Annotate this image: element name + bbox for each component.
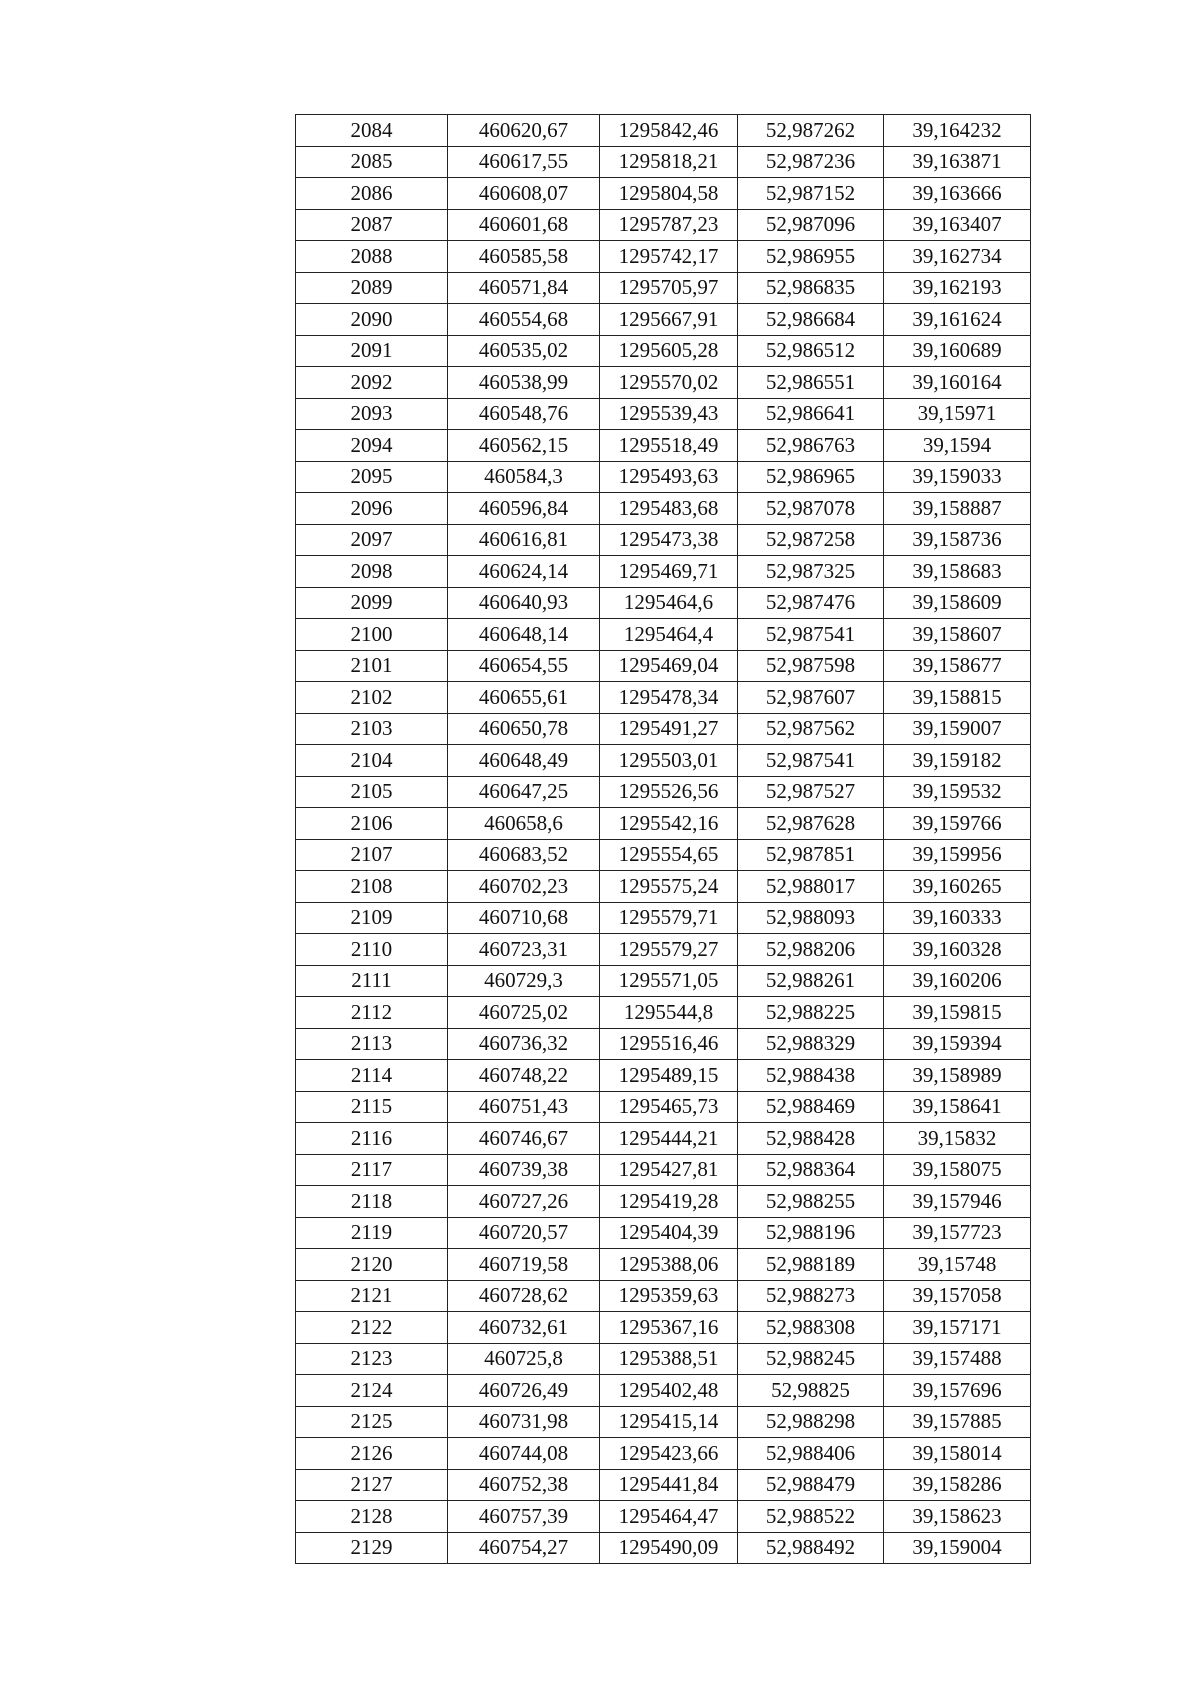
latitude-cell: 52,986955 <box>738 241 884 273</box>
point-number-cell: 2105 <box>296 776 448 808</box>
table-row <box>296 965 1031 997</box>
point-number-cell: 2103 <box>296 713 448 745</box>
latitude-cell: 52,988469 <box>738 1091 884 1123</box>
latitude-cell: 52,987096 <box>738 209 884 241</box>
point-number-cell: 2128 <box>296 1501 448 1533</box>
point-number-cell: 2129 <box>296 1532 448 1564</box>
point-number-cell: 2100 <box>296 619 448 651</box>
latitude-cell: 52,987258 <box>738 524 884 556</box>
point-number-cell: 2119 <box>296 1217 448 1249</box>
longitude-cell: 39,158641 <box>884 1091 1031 1123</box>
y-coordinate-cell: 1295518,49 <box>600 430 738 462</box>
longitude-cell: 39,157696 <box>884 1375 1031 1407</box>
y-coordinate-cell: 1295503,01 <box>600 745 738 777</box>
longitude-cell: 39,158286 <box>884 1469 1031 1501</box>
table-row <box>296 713 1031 745</box>
y-coordinate-cell: 1295667,91 <box>600 304 738 336</box>
x-coordinate-cell: 460648,14 <box>448 619 600 651</box>
x-coordinate-cell: 460640,93 <box>448 587 600 619</box>
point-number-cell: 2093 <box>296 398 448 430</box>
y-coordinate-cell: 1295490,09 <box>600 1532 738 1564</box>
latitude-cell: 52,988273 <box>738 1280 884 1312</box>
x-coordinate-cell: 460739,38 <box>448 1154 600 1186</box>
x-coordinate-cell: 460585,58 <box>448 241 600 273</box>
x-coordinate-cell: 460548,76 <box>448 398 600 430</box>
x-coordinate-cell: 460616,81 <box>448 524 600 556</box>
table-row <box>296 1375 1031 1407</box>
x-coordinate-cell: 460729,3 <box>448 965 600 997</box>
longitude-cell: 39,158607 <box>884 619 1031 651</box>
table-row <box>296 1406 1031 1438</box>
x-coordinate-cell: 460736,32 <box>448 1028 600 1060</box>
point-number-cell: 2097 <box>296 524 448 556</box>
longitude-cell: 39,159766 <box>884 808 1031 840</box>
longitude-cell: 39,162734 <box>884 241 1031 273</box>
y-coordinate-cell: 1295473,38 <box>600 524 738 556</box>
latitude-cell: 52,987325 <box>738 556 884 588</box>
table-row <box>296 902 1031 934</box>
y-coordinate-cell: 1295787,23 <box>600 209 738 241</box>
longitude-cell: 39,157058 <box>884 1280 1031 1312</box>
point-number-cell: 2123 <box>296 1343 448 1375</box>
x-coordinate-cell: 460554,68 <box>448 304 600 336</box>
x-coordinate-cell: 460728,62 <box>448 1280 600 1312</box>
point-number-cell: 2107 <box>296 839 448 871</box>
y-coordinate-cell: 1295804,58 <box>600 178 738 210</box>
y-coordinate-cell: 1295579,71 <box>600 902 738 934</box>
x-coordinate-cell: 460596,84 <box>448 493 600 525</box>
latitude-cell: 52,988017 <box>738 871 884 903</box>
point-number-cell: 2099 <box>296 587 448 619</box>
latitude-cell: 52,988206 <box>738 934 884 966</box>
point-number-cell: 2085 <box>296 146 448 178</box>
latitude-cell: 52,988245 <box>738 1343 884 1375</box>
point-number-cell: 2089 <box>296 272 448 304</box>
y-coordinate-cell: 1295469,71 <box>600 556 738 588</box>
x-coordinate-cell: 460535,02 <box>448 335 600 367</box>
point-number-cell: 2118 <box>296 1186 448 1218</box>
longitude-cell: 39,15971 <box>884 398 1031 430</box>
longitude-cell: 39,158736 <box>884 524 1031 556</box>
x-coordinate-cell: 460647,25 <box>448 776 600 808</box>
table-row <box>296 398 1031 430</box>
x-coordinate-cell: 460620,67 <box>448 115 600 147</box>
point-number-cell: 2108 <box>296 871 448 903</box>
point-number-cell: 2114 <box>296 1060 448 1092</box>
table-row <box>296 304 1031 336</box>
y-coordinate-cell: 1295491,27 <box>600 713 738 745</box>
y-coordinate-cell: 1295402,48 <box>600 1375 738 1407</box>
table-row <box>296 272 1031 304</box>
coordinates-table <box>295 114 1031 1564</box>
point-number-cell: 2115 <box>296 1091 448 1123</box>
table-row <box>296 209 1031 241</box>
x-coordinate-cell: 460731,98 <box>448 1406 600 1438</box>
y-coordinate-cell: 1295483,68 <box>600 493 738 525</box>
x-coordinate-cell: 460702,23 <box>448 871 600 903</box>
longitude-cell: 39,157946 <box>884 1186 1031 1218</box>
longitude-cell: 39,157171 <box>884 1312 1031 1344</box>
table-row <box>296 619 1031 651</box>
latitude-cell: 52,987152 <box>738 178 884 210</box>
point-number-cell: 2090 <box>296 304 448 336</box>
x-coordinate-cell: 460725,02 <box>448 997 600 1029</box>
latitude-cell: 52,987078 <box>738 493 884 525</box>
x-coordinate-cell: 460650,78 <box>448 713 600 745</box>
table-row <box>296 1154 1031 1186</box>
longitude-cell: 39,159004 <box>884 1532 1031 1564</box>
table-row <box>296 241 1031 273</box>
latitude-cell: 52,986684 <box>738 304 884 336</box>
table-row <box>296 1532 1031 1564</box>
x-coordinate-cell: 460538,99 <box>448 367 600 399</box>
longitude-cell: 39,159815 <box>884 997 1031 1029</box>
longitude-cell: 39,15748 <box>884 1249 1031 1281</box>
table-row <box>296 1249 1031 1281</box>
longitude-cell: 39,158623 <box>884 1501 1031 1533</box>
latitude-cell: 52,986763 <box>738 430 884 462</box>
x-coordinate-cell: 460748,22 <box>448 1060 600 1092</box>
y-coordinate-cell: 1295579,27 <box>600 934 738 966</box>
x-coordinate-cell: 460658,6 <box>448 808 600 840</box>
x-coordinate-cell: 460754,27 <box>448 1532 600 1564</box>
latitude-cell: 52,987541 <box>738 745 884 777</box>
y-coordinate-cell: 1295427,81 <box>600 1154 738 1186</box>
longitude-cell: 39,162193 <box>884 272 1031 304</box>
y-coordinate-cell: 1295478,34 <box>600 682 738 714</box>
x-coordinate-cell: 460732,61 <box>448 1312 600 1344</box>
longitude-cell: 39,159033 <box>884 461 1031 493</box>
latitude-cell: 52,988308 <box>738 1312 884 1344</box>
longitude-cell: 39,15832 <box>884 1123 1031 1155</box>
latitude-cell: 52,987851 <box>738 839 884 871</box>
longitude-cell: 39,160328 <box>884 934 1031 966</box>
latitude-cell: 52,986551 <box>738 367 884 399</box>
point-number-cell: 2094 <box>296 430 448 462</box>
y-coordinate-cell: 1295469,04 <box>600 650 738 682</box>
y-coordinate-cell: 1295539,43 <box>600 398 738 430</box>
table-row <box>296 146 1031 178</box>
point-number-cell: 2121 <box>296 1280 448 1312</box>
point-number-cell: 2101 <box>296 650 448 682</box>
latitude-cell: 52,988428 <box>738 1123 884 1155</box>
latitude-cell: 52,988438 <box>738 1060 884 1092</box>
x-coordinate-cell: 460727,26 <box>448 1186 600 1218</box>
y-coordinate-cell: 1295575,24 <box>600 871 738 903</box>
longitude-cell: 39,158887 <box>884 493 1031 525</box>
longitude-cell: 39,160164 <box>884 367 1031 399</box>
y-coordinate-cell: 1295367,16 <box>600 1312 738 1344</box>
longitude-cell: 39,157723 <box>884 1217 1031 1249</box>
y-coordinate-cell: 1295464,6 <box>600 587 738 619</box>
y-coordinate-cell: 1295542,16 <box>600 808 738 840</box>
table-row <box>296 1501 1031 1533</box>
longitude-cell: 39,159182 <box>884 745 1031 777</box>
point-number-cell: 2127 <box>296 1469 448 1501</box>
longitude-cell: 39,163871 <box>884 146 1031 178</box>
table-row <box>296 335 1031 367</box>
point-number-cell: 2109 <box>296 902 448 934</box>
table-row <box>296 776 1031 808</box>
point-number-cell: 2087 <box>296 209 448 241</box>
table-row <box>296 587 1031 619</box>
table-row <box>296 682 1031 714</box>
y-coordinate-cell: 1295423,66 <box>600 1438 738 1470</box>
longitude-cell: 39,157488 <box>884 1343 1031 1375</box>
y-coordinate-cell: 1295419,28 <box>600 1186 738 1218</box>
x-coordinate-cell: 460562,15 <box>448 430 600 462</box>
latitude-cell: 52,988522 <box>738 1501 884 1533</box>
y-coordinate-cell: 1295404,39 <box>600 1217 738 1249</box>
point-number-cell: 2126 <box>296 1438 448 1470</box>
point-number-cell: 2102 <box>296 682 448 714</box>
y-coordinate-cell: 1295570,02 <box>600 367 738 399</box>
y-coordinate-cell: 1295388,06 <box>600 1249 738 1281</box>
latitude-cell: 52,988492 <box>738 1532 884 1564</box>
longitude-cell: 39,1594 <box>884 430 1031 462</box>
latitude-cell: 52,987541 <box>738 619 884 651</box>
latitude-cell: 52,986641 <box>738 398 884 430</box>
latitude-cell: 52,986512 <box>738 335 884 367</box>
y-coordinate-cell: 1295465,73 <box>600 1091 738 1123</box>
latitude-cell: 52,988093 <box>738 902 884 934</box>
x-coordinate-cell: 460744,08 <box>448 1438 600 1470</box>
x-coordinate-cell: 460683,52 <box>448 839 600 871</box>
latitude-cell: 52,988189 <box>738 1249 884 1281</box>
point-number-cell: 2091 <box>296 335 448 367</box>
table-row <box>296 367 1031 399</box>
x-coordinate-cell: 460624,14 <box>448 556 600 588</box>
longitude-cell: 39,158683 <box>884 556 1031 588</box>
point-number-cell: 2113 <box>296 1028 448 1060</box>
y-coordinate-cell: 1295388,51 <box>600 1343 738 1375</box>
latitude-cell: 52,987562 <box>738 713 884 745</box>
table-row <box>296 650 1031 682</box>
table-row <box>296 524 1031 556</box>
point-number-cell: 2110 <box>296 934 448 966</box>
longitude-cell: 39,159394 <box>884 1028 1031 1060</box>
latitude-cell: 52,987628 <box>738 808 884 840</box>
longitude-cell: 39,158609 <box>884 587 1031 619</box>
x-coordinate-cell: 460584,3 <box>448 461 600 493</box>
longitude-cell: 39,163666 <box>884 178 1031 210</box>
x-coordinate-cell: 460654,55 <box>448 650 600 682</box>
table-row <box>296 745 1031 777</box>
x-coordinate-cell: 460617,55 <box>448 146 600 178</box>
table-row <box>296 178 1031 210</box>
x-coordinate-cell: 460710,68 <box>448 902 600 934</box>
latitude-cell: 52,988255 <box>738 1186 884 1218</box>
latitude-cell: 52,988406 <box>738 1438 884 1470</box>
y-coordinate-cell: 1295489,15 <box>600 1060 738 1092</box>
latitude-cell: 52,987607 <box>738 682 884 714</box>
longitude-cell: 39,159532 <box>884 776 1031 808</box>
point-number-cell: 2120 <box>296 1249 448 1281</box>
longitude-cell: 39,160265 <box>884 871 1031 903</box>
longitude-cell: 39,164232 <box>884 115 1031 147</box>
table-row <box>296 461 1031 493</box>
x-coordinate-cell: 460725,8 <box>448 1343 600 1375</box>
table-row <box>296 871 1031 903</box>
x-coordinate-cell: 460752,38 <box>448 1469 600 1501</box>
table-row <box>296 1028 1031 1060</box>
table-row <box>296 1091 1031 1123</box>
x-coordinate-cell: 460723,31 <box>448 934 600 966</box>
table-row <box>296 115 1031 147</box>
y-coordinate-cell: 1295705,97 <box>600 272 738 304</box>
latitude-cell: 52,988298 <box>738 1406 884 1438</box>
x-coordinate-cell: 460608,07 <box>448 178 600 210</box>
longitude-cell: 39,158075 <box>884 1154 1031 1186</box>
y-coordinate-cell: 1295554,65 <box>600 839 738 871</box>
table-row <box>296 1312 1031 1344</box>
x-coordinate-cell: 460751,43 <box>448 1091 600 1123</box>
latitude-cell: 52,986965 <box>738 461 884 493</box>
longitude-cell: 39,159956 <box>884 839 1031 871</box>
y-coordinate-cell: 1295526,56 <box>600 776 738 808</box>
latitude-cell: 52,988364 <box>738 1154 884 1186</box>
point-number-cell: 2104 <box>296 745 448 777</box>
x-coordinate-cell: 460746,67 <box>448 1123 600 1155</box>
x-coordinate-cell: 460720,57 <box>448 1217 600 1249</box>
table-row <box>296 934 1031 966</box>
longitude-cell: 39,157885 <box>884 1406 1031 1438</box>
table-row <box>296 997 1031 1029</box>
table-row <box>296 493 1031 525</box>
longitude-cell: 39,163407 <box>884 209 1031 241</box>
latitude-cell: 52,988479 <box>738 1469 884 1501</box>
table-row <box>296 430 1031 462</box>
y-coordinate-cell: 1295742,17 <box>600 241 738 273</box>
longitude-cell: 39,158677 <box>884 650 1031 682</box>
table-row <box>296 1123 1031 1155</box>
longitude-cell: 39,160689 <box>884 335 1031 367</box>
y-coordinate-cell: 1295359,63 <box>600 1280 738 1312</box>
point-number-cell: 2124 <box>296 1375 448 1407</box>
point-number-cell: 2088 <box>296 241 448 273</box>
point-number-cell: 2084 <box>296 115 448 147</box>
point-number-cell: 2116 <box>296 1123 448 1155</box>
latitude-cell: 52,987262 <box>738 115 884 147</box>
y-coordinate-cell: 1295605,28 <box>600 335 738 367</box>
table-row <box>296 1280 1031 1312</box>
table-row <box>296 1217 1031 1249</box>
latitude-cell: 52,986835 <box>738 272 884 304</box>
longitude-cell: 39,158815 <box>884 682 1031 714</box>
latitude-cell: 52,988261 <box>738 965 884 997</box>
y-coordinate-cell: 1295493,63 <box>600 461 738 493</box>
longitude-cell: 39,158014 <box>884 1438 1031 1470</box>
table-row <box>296 1343 1031 1375</box>
point-number-cell: 2122 <box>296 1312 448 1344</box>
x-coordinate-cell: 460655,61 <box>448 682 600 714</box>
point-number-cell: 2096 <box>296 493 448 525</box>
latitude-cell: 52,987527 <box>738 776 884 808</box>
y-coordinate-cell: 1295464,4 <box>600 619 738 651</box>
table-row <box>296 1060 1031 1092</box>
table-row <box>296 1438 1031 1470</box>
latitude-cell: 52,98825 <box>738 1375 884 1407</box>
y-coordinate-cell: 1295444,21 <box>600 1123 738 1155</box>
longitude-cell: 39,160333 <box>884 902 1031 934</box>
table-row <box>296 1469 1031 1501</box>
latitude-cell: 52,987236 <box>738 146 884 178</box>
point-number-cell: 2098 <box>296 556 448 588</box>
x-coordinate-cell: 460648,49 <box>448 745 600 777</box>
y-coordinate-cell: 1295441,84 <box>600 1469 738 1501</box>
x-coordinate-cell: 460757,39 <box>448 1501 600 1533</box>
coordinates-table-body <box>296 115 1031 1564</box>
longitude-cell: 39,161624 <box>884 304 1031 336</box>
y-coordinate-cell: 1295415,14 <box>600 1406 738 1438</box>
y-coordinate-cell: 1295516,46 <box>600 1028 738 1060</box>
point-number-cell: 2117 <box>296 1154 448 1186</box>
longitude-cell: 39,159007 <box>884 713 1031 745</box>
point-number-cell: 2092 <box>296 367 448 399</box>
x-coordinate-cell: 460719,58 <box>448 1249 600 1281</box>
x-coordinate-cell: 460571,84 <box>448 272 600 304</box>
point-number-cell: 2125 <box>296 1406 448 1438</box>
point-number-cell: 2111 <box>296 965 448 997</box>
table-row <box>296 808 1031 840</box>
point-number-cell: 2095 <box>296 461 448 493</box>
x-coordinate-cell: 460726,49 <box>448 1375 600 1407</box>
table-row <box>296 556 1031 588</box>
table-row <box>296 839 1031 871</box>
y-coordinate-cell: 1295842,46 <box>600 115 738 147</box>
point-number-cell: 2112 <box>296 997 448 1029</box>
table-row <box>296 1186 1031 1218</box>
latitude-cell: 52,987476 <box>738 587 884 619</box>
latitude-cell: 52,988329 <box>738 1028 884 1060</box>
longitude-cell: 39,160206 <box>884 965 1031 997</box>
y-coordinate-cell: 1295544,8 <box>600 997 738 1029</box>
longitude-cell: 39,158989 <box>884 1060 1031 1092</box>
latitude-cell: 52,988196 <box>738 1217 884 1249</box>
latitude-cell: 52,987598 <box>738 650 884 682</box>
point-number-cell: 2106 <box>296 808 448 840</box>
latitude-cell: 52,988225 <box>738 997 884 1029</box>
x-coordinate-cell: 460601,68 <box>448 209 600 241</box>
point-number-cell: 2086 <box>296 178 448 210</box>
y-coordinate-cell: 1295464,47 <box>600 1501 738 1533</box>
y-coordinate-cell: 1295818,21 <box>600 146 738 178</box>
y-coordinate-cell: 1295571,05 <box>600 965 738 997</box>
